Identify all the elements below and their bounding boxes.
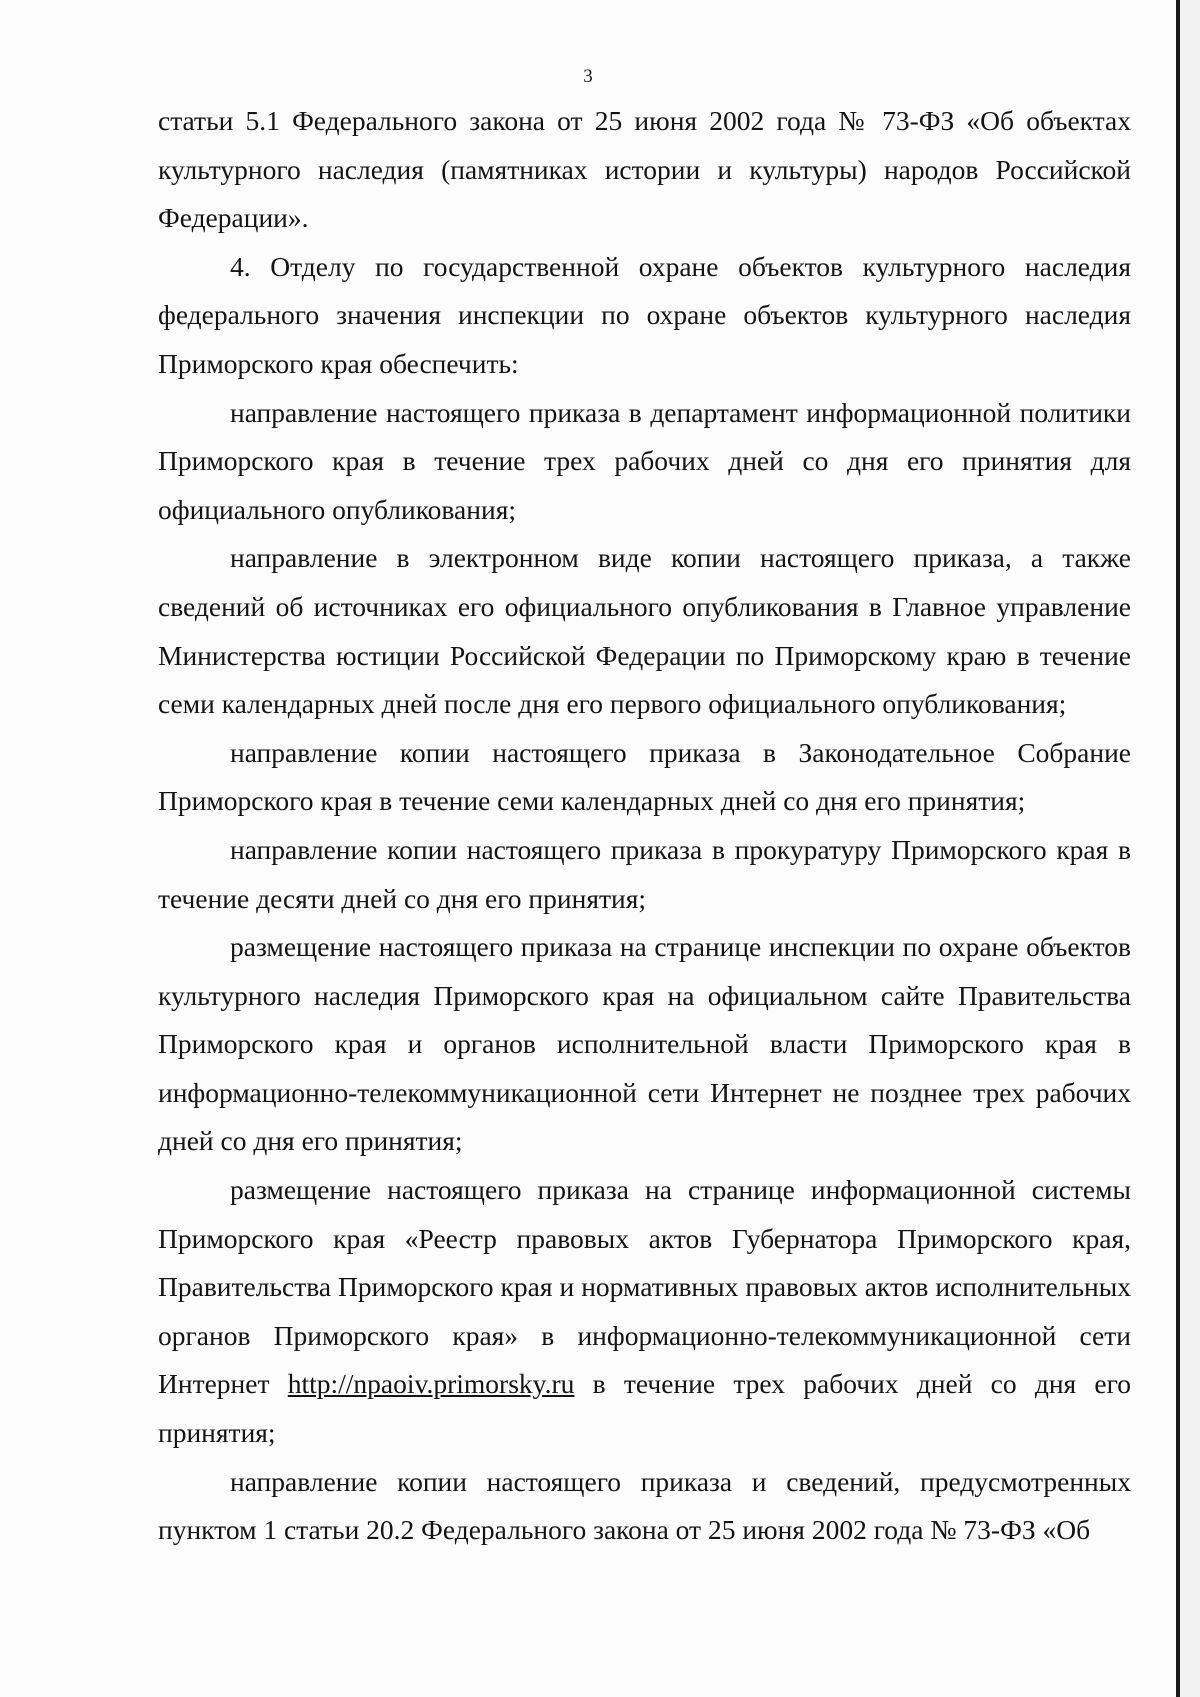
paragraph-ministry-justice: направление в электронном виде копии настоящего приказа, а также сведений об источниках его официального опубликования в Главное управление Министерства юстиции Российской Федерации по Приморскому краю в течение семи календарных дней после дня его первого официального опубликования;: [158, 542, 1131, 720]
page-number: 3: [583, 66, 593, 87]
paragraph-department-policy: направление настоящего приказа в департамент информационной политики Приморского края в течение трех рабочих дней со дня его принятия для официального опубликования;: [158, 396, 1131, 525]
registry-text-after-link: в течение трех рабочих дней со дня его принятия;: [158, 1368, 1131, 1449]
registry-text-before-link: размещение настоящего приказа на странице информационной системы Приморского края «Реестр правовых актов Губернатора Приморского края, Правительства Приморского края и нормативных правовых актов исполнительных органов Приморского края» в информационно-телекоммуникационной сети Интернет: [158, 1174, 1131, 1400]
paragraph-continuation: статьи 5.1 Федерального закона от 25 июня 2002 года № 73-ФЗ «Об объектах культурного наследия (памятниках истории и культуры) народов Российской Федерации».: [158, 105, 1131, 234]
paragraph-legislative-assembly: направление копии настоящего приказа в Законодательное Собрание Приморского края в течение семи календарных дней со дня его принятия;: [158, 736, 1131, 817]
scan-margin: [1180, 0, 1200, 1697]
registry-link[interactable]: http://npaoiv.primorsky.ru: [287, 1368, 575, 1400]
document-body: [158, 97, 1131, 1555]
paragraph-copy-info: направление копии настоящего приказа и сведений, предусмотренных пунктом 1 статьи 20.2 Федерального закона от 25 июня 2002 года № 73-ФЗ «Об: [158, 1465, 1131, 1546]
paragraph-prosecutor: направление копии настоящего приказа в прокуратуру Приморского края в течение десяти дней со дня его принятия;: [158, 833, 1131, 914]
paragraph-item-4: 4. Отделу по государственной охране объектов культурного наследия федерального значения инспекции по охране объектов культурного наследия Приморского края обеспечить:: [158, 250, 1131, 379]
paragraph-registry: [158, 1166, 1131, 1458]
paragraph-official-site: размещение настоящего приказа на странице инспекции по охране объектов культурного наследия Приморского края на официальном сайте Правительства Приморского края и органов исполнительной власти Приморского края в информационно-телекоммуникационной сети Интернет не позднее трех рабочих дней со дня его принятия;: [158, 931, 1131, 1157]
